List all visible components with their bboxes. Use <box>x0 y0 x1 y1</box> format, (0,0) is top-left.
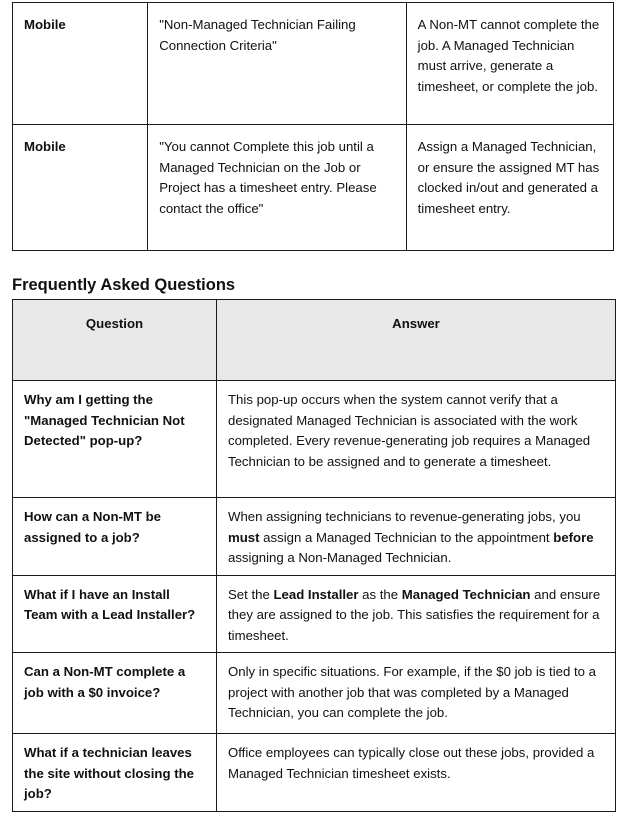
platform-cell <box>13 125 148 251</box>
platform-cell <box>13 3 148 125</box>
emphasis-text: must <box>228 529 260 545</box>
platform-label: Mobile <box>24 139 66 154</box>
resolution-cell <box>406 125 613 251</box>
answer-column-header: Answer <box>217 300 616 381</box>
question-cell: What if I have an Install Team with a Lead Installer? <box>13 575 217 653</box>
error-message: "You cannot Complete this job until a Managed Technician on the Job or Project has a timesheet entry. Please contact the office" <box>159 139 377 216</box>
error-message: "Non-Managed Technician Failing Connection Criteria" <box>159 17 356 53</box>
table-row <box>13 381 616 498</box>
message-cell <box>148 125 406 251</box>
resolution-cell <box>406 3 613 125</box>
faq-header-row <box>13 300 616 381</box>
answer-cell: Office employees can typically close out these jobs, provided a Managed Technician timesheet exists. <box>217 734 616 812</box>
question-cell: Why am I getting the "Managed Technician Not Detected" pop-up? <box>13 381 217 498</box>
question-column-header: Question <box>13 300 217 381</box>
answer-cell: This pop-up occurs when the system cannot verify that a designated Managed Technician is associated with the work completed. Every revenue-generating job requires a Managed Technician to be assigned and to generate a timesheet. <box>217 381 616 498</box>
answer-cell: Only in specific situations. For example, if the $0 job is tied to a project with another job that was completed by a Managed Technician, you can complete the job. <box>217 653 616 734</box>
platform-label: Mobile <box>24 17 66 32</box>
table-row <box>13 575 616 653</box>
faq-table <box>12 299 616 812</box>
table-row <box>13 125 614 251</box>
emphasis-text: Managed Technician <box>401 586 531 602</box>
resolution-text: Assign a Managed Technician, or ensure the assigned MT has clocked in/out and generated a timesheet entry. <box>417 139 600 216</box>
faq-heading: Frequently Asked Questions <box>12 276 236 294</box>
table-row <box>13 498 616 576</box>
emphasis-text: Lead Installer <box>273 586 359 602</box>
question-cell: What if a technician leaves the site without closing the job? <box>13 734 217 812</box>
error-messages-table <box>12 2 614 251</box>
table-row <box>13 653 616 734</box>
resolution-text: A Non-MT cannot complete the job. A Managed Technician must arrive, generate a timesheet, or complete the job. <box>417 17 600 94</box>
question-cell: Can a Non-MT complete a job with a $0 invoice? <box>13 653 217 734</box>
emphasis-text: before <box>553 529 594 545</box>
answer-cell: Set the Lead Installer as the Managed Technician and ensure they are assigned to the job. This satisfies the requirement for a timesheet. <box>217 575 616 653</box>
question-cell: How can a Non-MT be assigned to a job? <box>13 498 217 576</box>
table-row <box>13 3 614 125</box>
table-row <box>13 734 616 812</box>
message-cell <box>148 3 406 125</box>
answer-cell: When assigning technicians to revenue-generating jobs, you must assign a Managed Technician to the appointment before assigning a Non-Managed Technician. <box>217 498 616 576</box>
